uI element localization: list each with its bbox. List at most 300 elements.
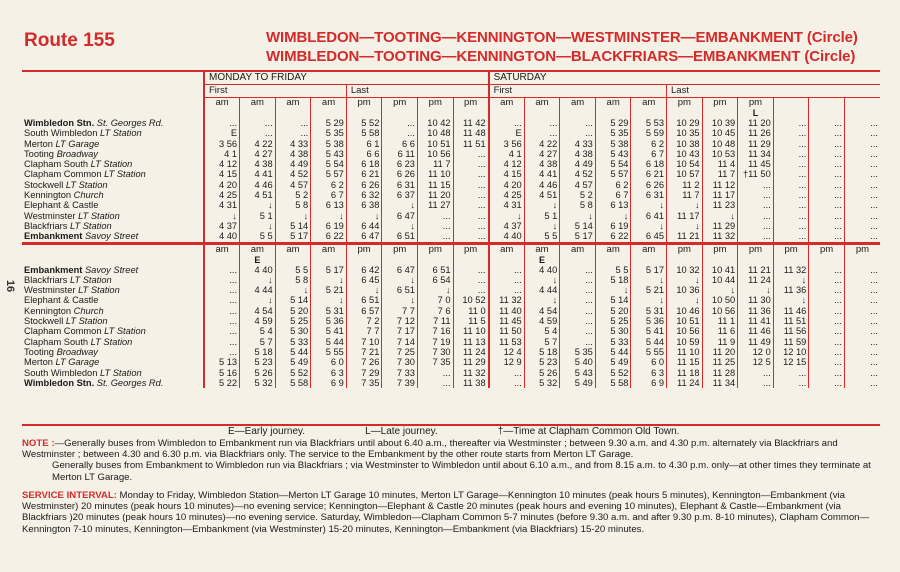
departure-time: E (489, 128, 525, 138)
departure-time: 4 49 (275, 159, 311, 169)
departure-time: ... (453, 221, 489, 231)
journey-mark (844, 109, 880, 118)
departure-time: 11 56 (773, 326, 809, 336)
journey-mark (240, 109, 276, 118)
departure-time: 11 7 (667, 190, 703, 200)
departure-time: 7 12 (382, 316, 418, 326)
departure-time: 5 43 (560, 368, 596, 378)
departure-time: 5 13 (204, 357, 240, 367)
column-header: pm (702, 245, 738, 256)
departure-time: 10 44 (702, 275, 738, 285)
departure-time: 5 5 (275, 265, 311, 275)
departure-time: ↓ (631, 295, 667, 305)
column-header: am (275, 245, 311, 256)
stop-name (22, 231, 204, 243)
departure-time: 4 40 (524, 265, 560, 275)
departure-time: 7 26 (346, 357, 382, 367)
departure-time: 6 44 (346, 221, 382, 231)
journey-mark (844, 256, 880, 265)
departure-time: 7 39 (382, 378, 418, 388)
departure-time: ↓ (631, 275, 667, 285)
column-header: am (631, 245, 667, 256)
departure-time: 6 47 (346, 231, 382, 243)
departure-time: 4 41 (524, 169, 560, 179)
column-header: pm (702, 98, 738, 110)
departure-time: ↓ (275, 211, 311, 221)
departure-time: ... (204, 265, 240, 275)
stop-name-detail: LT Station (104, 326, 146, 337)
column-header: am (631, 98, 667, 110)
departure-time: ... (844, 368, 880, 378)
departure-time: 5 16 (204, 368, 240, 378)
departure-time: 11 24 (667, 378, 703, 388)
weekday-first-label: First (204, 85, 346, 98)
departure-time: 11 25 (702, 357, 738, 367)
departure-time: ↓ (524, 200, 560, 210)
departure-time: ... (844, 159, 880, 169)
departure-time: 11 10 (453, 326, 489, 336)
departure-time: 4 15 (204, 169, 240, 179)
timetable-inbound (22, 243, 880, 388)
departure-time: ... (417, 221, 453, 231)
stop-name-main: Wimbledon Stn. (24, 377, 95, 388)
departure-time: ↓ (346, 285, 382, 295)
column-header: pm (346, 98, 382, 110)
departure-time: 11 29 (702, 221, 738, 231)
stop-name-main: Westminster (24, 285, 79, 296)
table-row (22, 275, 880, 285)
departure-time: 11 36 (738, 306, 774, 316)
departure-time: 11 51 (773, 316, 809, 326)
departure-time: 10 39 (702, 118, 738, 128)
departure-time: †11 50 (738, 169, 774, 179)
departure-time: 7 19 (417, 337, 453, 347)
departure-time: ... (809, 357, 845, 367)
departure-time: 4 46 (240, 180, 276, 190)
journey-mark (773, 109, 809, 118)
column-header: am (560, 98, 596, 110)
departure-time: 5 8 (560, 200, 596, 210)
day-header-row (22, 72, 880, 85)
stop-name (22, 357, 204, 367)
departure-time: 5 58 (346, 128, 382, 138)
stop-name-detail: LT Station (65, 179, 108, 190)
departure-time: ... (524, 118, 560, 128)
column-header: pm (382, 245, 418, 256)
departure-time: 4 33 (275, 139, 311, 149)
departure-time: ... (560, 265, 596, 275)
departure-time: 4 38 (524, 159, 560, 169)
departure-time: 4 1 (489, 149, 525, 159)
note-label: NOTE : (22, 438, 55, 449)
journey-mark (417, 256, 453, 265)
departure-time: ↓ (595, 211, 631, 221)
departure-time: 7 2 (346, 316, 382, 326)
departure-time: 10 46 (667, 306, 703, 316)
departure-time: 4 27 (240, 149, 276, 159)
departure-time: ... (738, 368, 774, 378)
departure-time: ... (773, 159, 809, 169)
table-row (22, 200, 880, 210)
departure-time: 3 56 (489, 139, 525, 149)
departure-time: 5 18 (240, 347, 276, 357)
departure-time: 5 58 (595, 378, 631, 388)
departure-time: ... (809, 285, 845, 295)
departure-time: 10 36 (667, 285, 703, 295)
departure-time: ... (809, 118, 845, 128)
table-row (22, 139, 880, 149)
departure-time: ... (453, 211, 489, 221)
journey-mark (702, 109, 738, 118)
departure-time: ... (240, 118, 276, 128)
departure-time: 6 0 (311, 357, 347, 367)
column-header: pm (667, 98, 703, 110)
departure-time: ... (560, 118, 596, 128)
departure-time: 10 38 (667, 139, 703, 149)
stop-name-main: Westminster (24, 210, 79, 221)
departure-time: ↓ (204, 211, 240, 221)
departure-time: ↓ (631, 221, 667, 231)
departure-time: ↓ (702, 211, 738, 221)
departure-time: ... (773, 378, 809, 388)
journey-mark (489, 256, 525, 265)
departure-time: 5 54 (595, 159, 631, 169)
departure-time: ... (844, 275, 880, 285)
departure-time: 11 45 (489, 316, 525, 326)
departure-time: ↓ (773, 275, 809, 285)
departure-time: ↓ (631, 200, 667, 210)
stop-name-detail: LT Station (69, 220, 112, 231)
departure-time: 11 7 (417, 159, 453, 169)
departure-time: ... (773, 190, 809, 200)
column-header: pm (809, 245, 845, 256)
stop-name-main: Embankment (24, 264, 83, 275)
departure-time: 4 31 (489, 200, 525, 210)
departure-time: 6 9 (311, 378, 347, 388)
departure-time: 11 53 (489, 337, 525, 347)
stop-name (22, 347, 204, 357)
departure-time: 5 55 (311, 347, 347, 357)
departure-time: ... (453, 200, 489, 210)
departure-time: 6 41 (631, 211, 667, 221)
stop-name-detail: LT Station (99, 128, 142, 139)
departure-time: 11 32 (489, 295, 525, 305)
departure-time: ... (560, 337, 596, 347)
stop-name (22, 285, 204, 295)
departure-time: 7 11 (417, 316, 453, 326)
departure-time: 6 22 (311, 231, 347, 243)
journey-mark (773, 256, 809, 265)
departure-time: ... (844, 211, 880, 221)
departure-time: 7 30 (382, 357, 418, 367)
journey-mark (275, 109, 311, 118)
departure-time: ... (773, 200, 809, 210)
departure-time: 6 38 (346, 200, 382, 210)
column-header: am (275, 98, 311, 110)
stop-name (22, 139, 204, 149)
departure-time: 6 26 (346, 180, 382, 190)
note-paragraph-1: —Generally buses from Wimbledon to Embankment run via Blackfriars until about 6.40 a.m., thereafter via Westminster ; between 9.30 a.m. and 4.30 p.m. alternately via Blackfriars and Westminster ; between 4.30 and 6.30 p.m. via Blackfriars only. The service to the Embankment by the other route starts from Merton LT Garage. (22, 438, 838, 461)
departure-time: ... (738, 221, 774, 231)
stop-name-main: Clapham Common (24, 326, 105, 337)
departure-time: 4 51 (524, 190, 560, 200)
departure-time: 6 7 (595, 190, 631, 200)
column-header: pm (346, 245, 382, 256)
departure-time: 7 25 (382, 347, 418, 357)
departure-time: 10 48 (702, 139, 738, 149)
stop-name-detail: Savoy Street (82, 231, 139, 242)
departure-time: 5 14 (560, 221, 596, 231)
departure-time: 6 6 (346, 149, 382, 159)
stop-name (22, 265, 204, 275)
departure-time: 6 0 (631, 357, 667, 367)
departure-time: 11 21 (667, 231, 703, 243)
departure-time: ... (844, 118, 880, 128)
column-header: pm (382, 98, 418, 110)
departure-time: ... (809, 295, 845, 305)
departure-time: 4 33 (560, 139, 596, 149)
journey-mark: E (524, 256, 560, 265)
departure-time: ↓ (275, 285, 311, 295)
departure-time: 5 17 (631, 265, 667, 275)
service-interval-label: SERVICE INTERVAL: (22, 490, 117, 501)
page-number: 16 (4, 279, 17, 293)
departure-time: 11 5 (453, 316, 489, 326)
departure-time: ... (560, 326, 596, 336)
departure-time: ... (489, 378, 525, 388)
departure-time: ... (809, 190, 845, 200)
departure-time: 5 17 (560, 231, 596, 243)
departure-time: 5 5 (240, 231, 276, 243)
weekday-last-label: Last (346, 85, 488, 98)
stop-name-main: Wimbledon Stn. (24, 118, 95, 128)
departure-time: 6 21 (631, 169, 667, 179)
departure-time: ... (809, 200, 845, 210)
departure-time: 4 57 (275, 180, 311, 190)
journey-mark (382, 109, 418, 118)
route-title-westminster: WIMBLEDON—TOOTING—KENNINGTON—WESTMINSTER—EMBANKMENT (Circle) (266, 29, 858, 46)
departure-time: ... (738, 211, 774, 221)
departure-time: 6 23 (382, 159, 418, 169)
departure-time: ↓ (417, 285, 453, 295)
departure-time: ↓ (240, 275, 276, 285)
departure-time: 5 8 (275, 200, 311, 210)
departure-time: 4 40 (204, 231, 240, 243)
stop-name-main: Tooting (24, 346, 57, 357)
departure-time: ... (560, 306, 596, 316)
departure-time: ... (738, 180, 774, 190)
departure-time: 6 32 (346, 190, 382, 200)
stop-name-detail: LT Station (104, 169, 146, 180)
stop-name (22, 368, 204, 378)
departure-time: ... (809, 180, 845, 190)
departure-time: ... (489, 368, 525, 378)
departure-time: 11 20 (417, 190, 453, 200)
departure-time: ... (275, 118, 311, 128)
stop-name (22, 159, 204, 169)
stop-name-main: Embankment (24, 231, 83, 242)
stop-name-detail: LT Station (65, 316, 108, 327)
departure-time: ↓ (524, 295, 560, 305)
journey-mark (595, 109, 631, 118)
departure-time: 4 40 (489, 231, 525, 243)
departure-time: ... (453, 159, 489, 169)
journey-marks-row (22, 256, 880, 265)
departure-time: ... (844, 221, 880, 231)
departure-time: 5 5 (524, 231, 560, 243)
column-header: am (524, 245, 560, 256)
column-header-row (22, 98, 880, 110)
departure-time: 6 19 (595, 221, 631, 231)
column-header: am (489, 245, 525, 256)
journey-mark (346, 109, 382, 118)
departure-time: 6 13 (595, 200, 631, 210)
legend (228, 426, 878, 437)
departure-time: 5 23 (524, 357, 560, 367)
departure-time: ↓ (524, 275, 560, 285)
departure-time: ... (844, 200, 880, 210)
departure-time: ... (453, 265, 489, 275)
departure-time: ... (560, 285, 596, 295)
departure-time: 11 28 (702, 368, 738, 378)
stop-name-detail: Church (73, 305, 104, 316)
departure-time: ... (773, 128, 809, 138)
departure-time: 11 24 (453, 347, 489, 357)
departure-time: ... (809, 139, 845, 149)
journey-mark (489, 109, 525, 118)
stop-name (22, 275, 204, 285)
stop-name (22, 190, 204, 200)
departure-time: 11 21 (738, 265, 774, 275)
journey-mark (346, 256, 382, 265)
departure-time: 10 56 (417, 149, 453, 159)
table-row (22, 265, 880, 275)
departure-time: ... (844, 357, 880, 367)
departure-time: ... (417, 231, 453, 243)
table-row (22, 316, 880, 326)
column-header: pm (417, 245, 453, 256)
departure-time: ... (773, 211, 809, 221)
stop-name-detail: LT Station (90, 159, 133, 170)
table-row (22, 231, 880, 243)
departure-time: 11 46 (738, 326, 774, 336)
journey-mark (560, 109, 596, 118)
departure-time: ... (204, 316, 240, 326)
stop-name (22, 118, 204, 128)
departure-time: 5 25 (275, 316, 311, 326)
departure-time: 7 30 (417, 347, 453, 357)
departure-time: ↓ (346, 211, 382, 221)
journey-mark (524, 109, 560, 118)
departure-time: 5 52 (346, 118, 382, 128)
departure-time: 5 44 (631, 337, 667, 347)
departure-time: ... (809, 347, 845, 357)
departure-time: 7 14 (382, 337, 418, 347)
departure-time: ... (844, 316, 880, 326)
departure-time: 6 3 (311, 368, 347, 378)
departure-time: 11 51 (453, 139, 489, 149)
departure-time: 5 29 (595, 118, 631, 128)
departure-time: 6 2 (311, 180, 347, 190)
column-header (773, 98, 809, 110)
departure-time: 10 41 (702, 265, 738, 275)
column-header: pm (453, 98, 489, 110)
departure-time: 11 36 (773, 285, 809, 295)
departure-time: 5 18 (595, 275, 631, 285)
departure-time: ... (204, 295, 240, 305)
stop-name-main: Kennington (24, 190, 74, 201)
journey-mark (560, 256, 596, 265)
departure-time: ... (275, 128, 311, 138)
stop-name-detail: LT Station (90, 336, 133, 347)
departure-time: 4 27 (524, 149, 560, 159)
stop-name (22, 211, 204, 221)
departure-time: ↓ (560, 211, 596, 221)
departure-time: 11 20 (702, 347, 738, 357)
departure-time: ... (844, 169, 880, 179)
stop-name-detail: Savoy Street (82, 264, 139, 275)
departure-time: 4 1 (204, 149, 240, 159)
day-monday-friday: MONDAY TO FRIDAY (204, 72, 489, 85)
column-header-row (22, 245, 880, 256)
stop-name-main: Merton (24, 138, 56, 149)
departure-time: 6 31 (382, 180, 418, 190)
journey-mark (738, 256, 774, 265)
departure-time: 11 18 (667, 368, 703, 378)
departure-time: 5 33 (275, 337, 311, 347)
departure-time: 6 11 (382, 149, 418, 159)
departure-time: 5 33 (595, 337, 631, 347)
departure-time: 11 10 (667, 347, 703, 357)
departure-time: 11 49 (738, 337, 774, 347)
departure-time: ... (809, 128, 845, 138)
journey-mark (667, 109, 703, 118)
column-header: pm (417, 98, 453, 110)
departure-time: 5 35 (595, 128, 631, 138)
stop-name (22, 200, 204, 210)
departure-time: 5 21 (311, 285, 347, 295)
departure-time: ... (844, 306, 880, 316)
departure-time: 5 44 (275, 347, 311, 357)
departure-time: 5 35 (311, 128, 347, 138)
table-row (22, 180, 880, 190)
departure-time: ... (844, 285, 880, 295)
departure-time: 5 4 (240, 326, 276, 336)
departure-time: ↓ (702, 285, 738, 295)
timetable-header (0, 0, 900, 70)
journey-mark (809, 109, 845, 118)
departure-time: 5 22 (204, 378, 240, 388)
stop-name-detail: LT Station (78, 285, 120, 296)
departure-time: 6 51 (417, 265, 453, 275)
column-header: pm (773, 245, 809, 256)
departure-time: 5 25 (595, 316, 631, 326)
departure-time: 5 18 (524, 347, 560, 357)
departure-time: ... (240, 128, 276, 138)
departure-time: 11 48 (453, 128, 489, 138)
departure-time: 4 52 (275, 169, 311, 179)
table-row (22, 306, 880, 316)
departure-time: 6 51 (382, 231, 418, 243)
stop-name-detail: LT Garage (55, 138, 100, 149)
departure-time: 7 35 (417, 357, 453, 367)
departure-time: 11 15 (417, 180, 453, 190)
departure-time: ... (417, 378, 453, 388)
departure-time: ... (773, 368, 809, 378)
departure-time: 6 26 (631, 180, 667, 190)
departure-time: ... (738, 378, 774, 388)
departure-time: ... (809, 275, 845, 285)
